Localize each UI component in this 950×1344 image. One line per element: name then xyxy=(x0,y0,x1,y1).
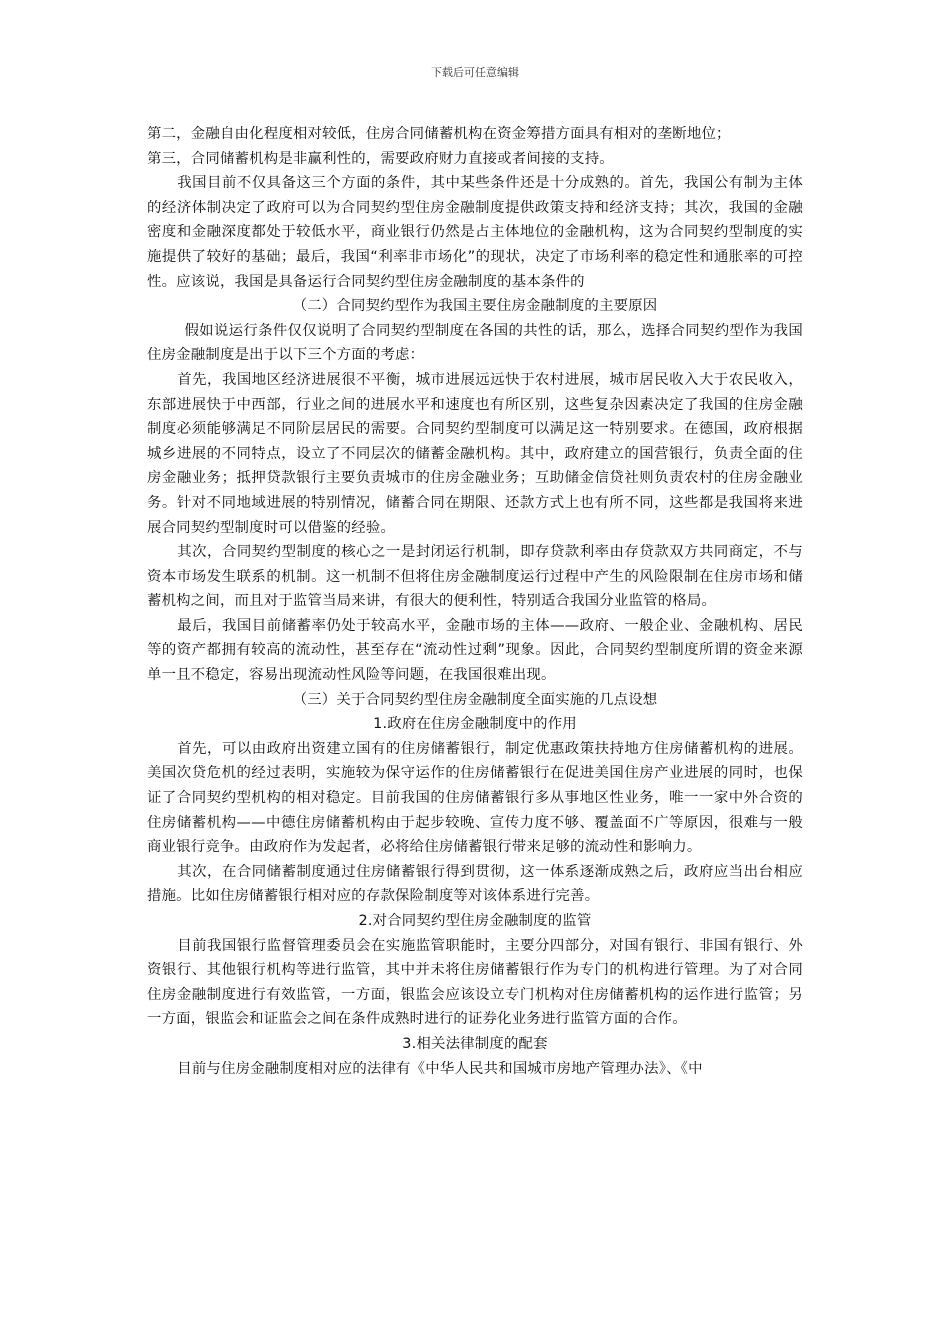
paragraph: 首先，我国地区经济进展很不平衡，城市进展远远快于农村进展，城市居民收入大于农民收入，东部进展快于中西部，行业之间的进展水平和速度也有所区别，这些复杂因素决定了我国的住房金融制度必须能够满足不同阶层居民的需要。合同契约型制度可以满足这一特别要求。在德国，政府根据城乡进展的不同特点，设立了不同层次的储蓄金融机构。其中，政府建立的国营银行，负责全面的住房金融业务；抵押贷款银行主要负责城市的住房金融业务；互助储金信贷社则负责农村的住房金融业务。针对不同地域进展的特别情况，储蓄合同在期限、还款方式上也有所不同，这些都是我国将来进展合同契约型制度时可以借鉴的经验。 xyxy=(147,371,803,536)
section-heading: （三）关于合同契约型住房金融制度全面实施的几点设想 xyxy=(292,691,658,708)
subsection-heading: 2.对合同契约型住房金融制度的监管 xyxy=(358,913,592,929)
subsection-heading: 1.政府在住房金融制度中的作用 xyxy=(373,716,577,733)
subsection-heading: 3.相关法律制度的配套 xyxy=(402,1035,548,1052)
paragraph: 其次，合同契约型制度的核心之一是封闭运行机制，即存贷款利率由存贷款双方共同商定，不与资本市场发生联系的机制。这一机制不但将住房金融制度运行过程中产生的风险限制在住房市场和储蓄机构之间，而且对于监管当局来讲，有很大的便利性，特别适合我国分业监管的格局。 xyxy=(147,544,803,610)
paragraph: 第三，合同储蓄机构是非赢利性的，需要政府财力直接或者间接的支持。 xyxy=(147,150,614,167)
paragraph: 目前与住房金融制度相对应的法律有《中华人民共和国城市房地产管理办法》、《中 xyxy=(177,1060,703,1077)
paragraph: 其次，在合同储蓄制度通过住房储蓄银行得到贯彻，这一体系逐渐成熟之后，政府应当出台相应措施。比如住房储蓄银行相对应的存款保险制度等对该体系进行完善。 xyxy=(147,863,803,905)
document-body xyxy=(147,122,803,1081)
paragraph: 最后，我国目前储蓄率仍处于较高水平，金融市场的主体——政府、一般企业、金融机构、居民等的资产都拥有较高的流动性，甚至存在“流动性过剩”现象。因此，合同契约型制度所谓的资金来源单一且不稳定，容易出现流动性风险等问题，在我国很难出现。 xyxy=(147,617,803,684)
paragraph: 我国目前不仅具备这三个方面的条件，其中某些条件还是十分成熟的。首先，我国公有制为主体的经济体制决定了政府可以为合同契约型住房金融制度提供政策支持和经济支持；其次，我国的金融密度和金融深度都处于较低水平，商业银行仍然是占主体地位的金融机构，这为合同契约型制度的实施提供了较好的基础；最后，我国“利率非市场化”的现状，决定了市场利率的稳定性和通胀率的可控性。应该说，我国是具备运行合同契约型住房金融制度的基本条件的 xyxy=(147,175,803,290)
paragraph: 首先，可以由政府出资建立国有的住房储蓄银行，制定优惠政策扶持地方住房储蓄机构的进展。美国次贷危机的经过表明，实施较为保守运作的住房储蓄银行在促进美国住房产业进展的同时，也保证了合同契约型机构的相对稳定。目前我国的住房储蓄银行多从事地区性业务，唯一一家中外合资的住房储蓄机构——中德住房储蓄机构由于起步较晚、宣传力度不够、覆盖面不广等原因，很难与一般商业银行竞争。由政府作为发起者，必将给住房储蓄银行带来足够的流动性和影响力。 xyxy=(147,740,803,856)
paragraph: 第二，金融自由化程度相对较低，住房合同储蓄机构在资金筹措方面具有相对的垄断地位； xyxy=(147,126,731,142)
paragraph: 目前我国银行监督管理委员会在实施监管职能时，主要分四部分，对国有银行、非国有银行、外资银行、其他银行机构等进行监管，其中并未将住房储蓄银行作为专门的机构进行管理。为了对合同住房金融制度进行有效监管，一方面，银监会应该设立专门机构对住房储蓄机构的运作进行监管；另一方面，银监会和证监会之间在条件成熟时进行的证券化业务进行监管方面的合作。 xyxy=(147,937,803,1028)
section-heading: （二）合同契约型作为我国主要住房金融制度的主要原因 xyxy=(292,298,658,315)
page-header: 下载后可任意编辑 xyxy=(431,66,519,79)
paragraph: 假如说运行条件仅仅说明了合同契约型制度在各国的共性的话，那么，选择合同契约型作为我国住房金融制度是出于以下三个方面的考虑： xyxy=(147,322,803,364)
